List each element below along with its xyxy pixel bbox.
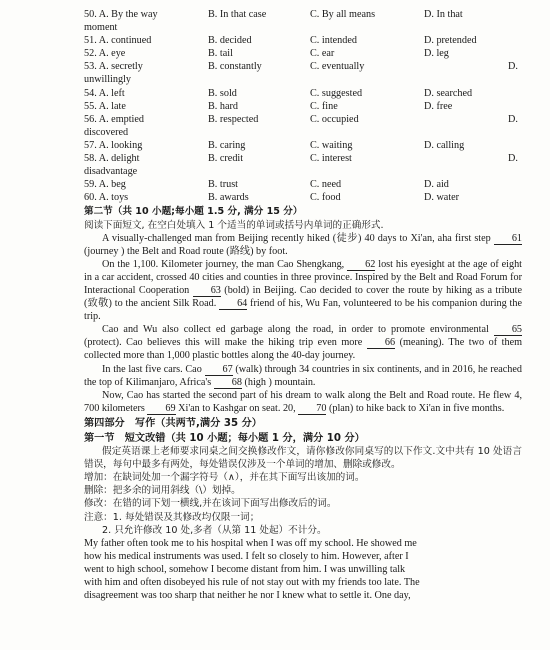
note-1: 注意：1. 每处错误及其修改均仅限一词； (84, 511, 260, 523)
blank-61[interactable]: 61 (494, 233, 522, 245)
rule-delete: 删除：把多余的词用斜线（\）划掉。 (84, 485, 241, 497)
blank-70[interactable]: 70 (298, 403, 326, 415)
option-row (84, 60, 522, 73)
blank-62[interactable]: 62 (347, 259, 375, 271)
option-row (84, 8, 522, 21)
part4-title: 第四部分 写作（共两节,满分 35 分） (84, 417, 262, 429)
option-a: 58. A. delight (84, 153, 140, 165)
option-row (84, 113, 522, 126)
option-a: 54. A. left (84, 87, 125, 99)
section1-title: 第一节 短文改错（共 10 小题；每小题 1 分，满分 10 分） (84, 433, 365, 444)
essay (84, 537, 522, 602)
option-a: 60. A. toys (84, 192, 129, 204)
option-d: D. searched (424, 87, 473, 99)
option-d: D. pretended (424, 35, 477, 47)
option-c: C. ear (310, 48, 335, 60)
option-c: C. intended (310, 35, 357, 47)
blank-64[interactable]: 64 (219, 298, 247, 310)
essay-line: went to high school, somehow I become distant from him. I was unwilling talk (84, 563, 406, 575)
passage-paragraph-3: Cao and Wu also collect ed garbage along the road, in order to promote environmental 65 (protect). Cao believes this will make the hiking trip even more 66 (meaning). The two of them collected more than 1,000 plastic bottles along the 40-day journey. (84, 324, 523, 362)
option-continuation: disadvantage (84, 166, 138, 178)
option-row (84, 139, 522, 152)
passage-paragraph-5: Now, Cao has started the second part of his dream to walk along the Belt and Road route. He flew 4, 700 kilometers 69 Xi'an to Kashgar on seat. 20, 70 (plan) to hike back to Xi'an in five months. (84, 389, 522, 414)
option-c: C. By all means (310, 9, 376, 20)
blank-66[interactable]: 66 (367, 337, 395, 349)
essay-line: disagreement was too sharp that neither he nor I knew what to settle it. One day, (84, 590, 411, 602)
option-d: D. water (424, 192, 460, 204)
passage-paragraph-1: A visually-challenged man from Beijing recently hiked (徒步) 40 days to Xi'an, aha first step 61 (journey ) the Belt and Road route (路线) by foot. (84, 232, 522, 257)
option-a: 53. A. secretly (84, 61, 143, 73)
option-a: 52. A. eye (84, 48, 126, 60)
option-b: B. respected (208, 113, 259, 125)
option-a: 55. A. late (84, 100, 126, 112)
option-c: C. eventually (310, 61, 365, 73)
blank-63[interactable]: 63 (193, 285, 221, 297)
option-row (84, 34, 522, 47)
essay-line: with him and often disobeyed his rule of not stay out with my friends too late. The (84, 577, 420, 589)
blank-65[interactable]: 65 (494, 324, 522, 336)
option-b: B. constantly (208, 61, 262, 73)
option-c: C. waiting (310, 139, 353, 151)
passage-paragraph-4: In the last five cars. Cao 67 (walk) through 34 countries in six continents, and in 2016, he reached the top of Kilimanjaro, Africa's 68 (high ) mountain. (84, 363, 522, 388)
option-d: D. (508, 61, 518, 73)
option-b: B. In that case (208, 9, 267, 20)
options-list (84, 8, 522, 204)
option-continuation: discovered (84, 126, 129, 138)
option-c: C. food (310, 192, 341, 204)
option-row (84, 178, 522, 191)
blank-68[interactable]: 68 (214, 377, 242, 389)
option-row (84, 152, 522, 165)
section1-instructions: 假定英语课上老师要求同桌之间交换修改作文，请你修改你同桌写的以下作文.文中共有 10 处语言错误，每句中最多有两处，每处错误仅涉及一个单词的增加、删除或修改。 (84, 446, 522, 471)
option-row (84, 100, 522, 113)
option-row (84, 47, 522, 60)
option-b: B. credit (208, 153, 244, 165)
option-b: B. sold (208, 87, 237, 99)
option-c: C. fine (310, 100, 338, 112)
option-continuation: unwillingly (84, 74, 131, 86)
option-d: D. (508, 153, 518, 165)
rule-modify: 修改：在错的词下划一横线,并在该词下面写出修改后的词。 (84, 498, 337, 510)
option-b: B. hard (208, 100, 238, 112)
option-d: D. leg (424, 48, 449, 60)
option-b: B. decided (208, 35, 252, 47)
rule-add: 增加：在缺词处加一个漏字符号（∧），并在其下面写出该加的词。 (84, 472, 365, 484)
option-a: 57. A. looking (84, 139, 143, 151)
option-c: C. occupied (310, 113, 359, 125)
passage-paragraph-2: On the 1,100. Kilometer journey, the man Cao Shengkang, 62 lost his eyesight at the age of eight in a car accident, crossed 40 cities and counties in three province. Inspired by the Belt and Road Forum for Interactional Cooperation 63 (bold) in Beijing. Cao decided to cover the route by hiking as a tribute (致敬) to the ancient Silk Road. 64 friend of his, Wu Fan, volunteered to be his companion during the trip. (84, 258, 523, 323)
option-b: B. trust (208, 179, 239, 191)
option-b: B. awards (208, 192, 249, 204)
option-a: 59. A. beg (84, 179, 126, 191)
option-row (84, 87, 522, 100)
option-c: C. need (310, 179, 342, 191)
essay-line: My father often took me to his hospital when I was off my school. He showed me (84, 537, 417, 549)
option-continuation: moment (84, 22, 118, 34)
option-d: D. aid (424, 179, 449, 191)
option-a: 51. A. continued (84, 35, 152, 47)
option-row (84, 191, 522, 204)
option-a: 56. A. emptied (84, 113, 144, 125)
option-a: 50. A. By the way (84, 9, 158, 20)
option-d: D. In that (424, 9, 463, 20)
note-2: 2. 只允许修改 10 处,多者（从第 11 处起）不计分。 (102, 524, 327, 536)
blank-69[interactable]: 69 (147, 403, 175, 415)
option-c: C. interest (310, 153, 352, 165)
option-b: B. caring (208, 139, 246, 151)
option-c: C. suggested (310, 87, 363, 99)
section2-instructions: 阅读下面短文, 在空白处填入 1 个适当的单词或括号内单词的正确形式. (84, 219, 384, 231)
section2-title: 第二节（共 10 小题;每小题 1.5 分, 满分 15 分） (84, 206, 303, 218)
option-b: B. tail (208, 48, 233, 60)
option-d: D. calling (424, 139, 465, 151)
option-d: D. free (424, 100, 453, 112)
essay-line: how his medical instruments was used. I felt so closely to him. However, after I (84, 550, 409, 562)
option-d: D. (508, 113, 518, 125)
blank-67[interactable]: 67 (205, 364, 233, 376)
